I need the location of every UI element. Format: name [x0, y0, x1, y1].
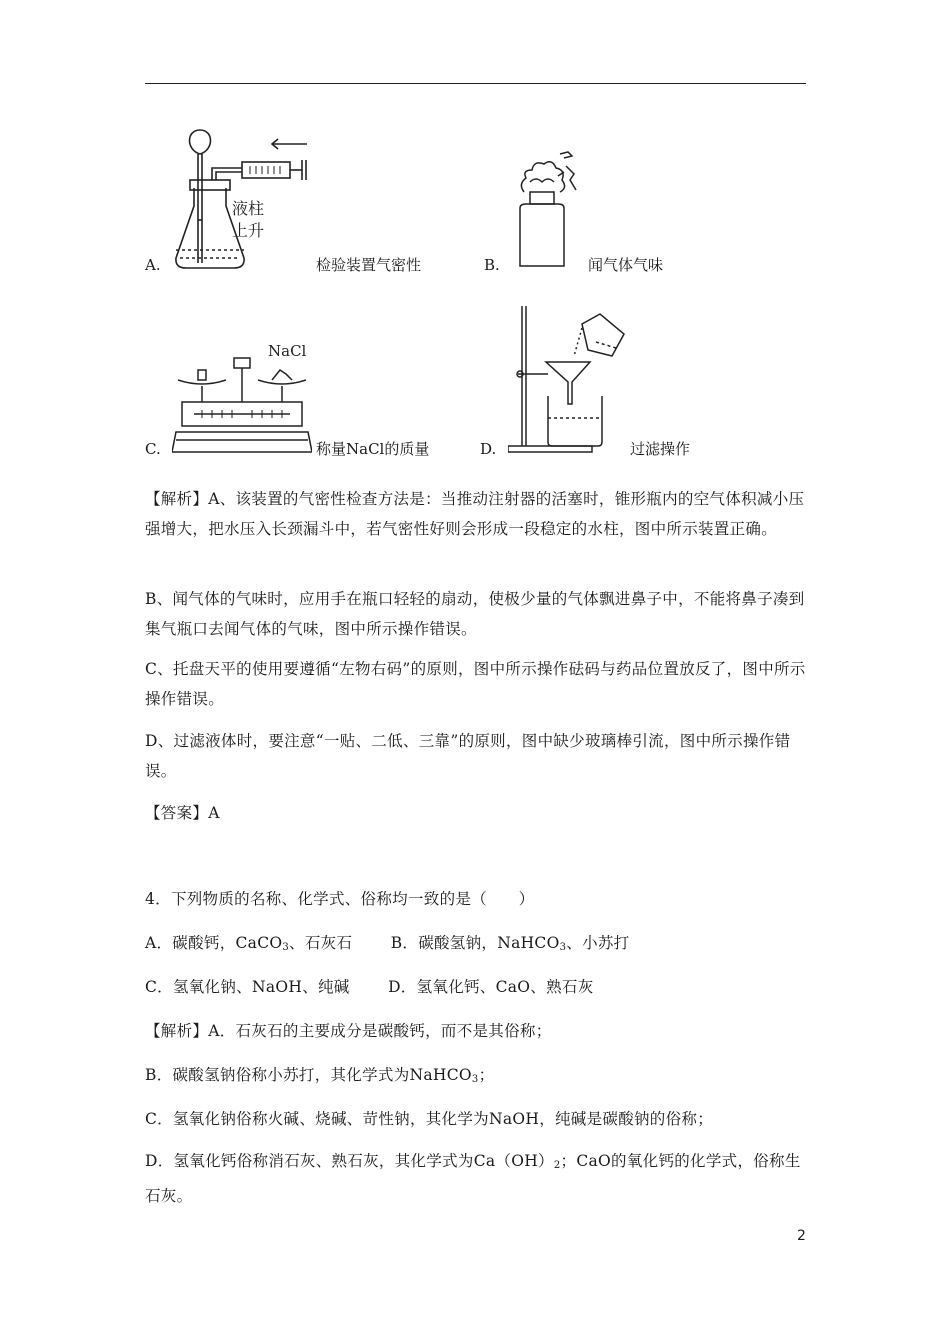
- option-c-caption: 称量NaCl的质量: [316, 440, 430, 458]
- q4-option-a: A．碳酸钙，CaCO: [145, 934, 283, 952]
- option-b-letter: B.: [484, 256, 500, 274]
- q4-option-d: D．氢氧化钙、CaO、熟石灰: [388, 978, 594, 996]
- q4-question: 4．下列物质的名称、化学式、俗称均一致的是（ ）: [145, 890, 535, 908]
- q4-option-a-tail: 、石灰石: [289, 934, 353, 952]
- q4-option-c: C．氢氧化钠、NaOH、纯碱: [145, 978, 350, 996]
- smell-gas-figure: [512, 148, 587, 273]
- airtightness-apparatus-figure: [172, 128, 317, 273]
- liquid-column-label-1: 液柱: [232, 199, 265, 218]
- nacl-label: NaCl: [268, 342, 307, 360]
- q3-analysis-b: B、闻气体的气味时，应用手在瓶口轻轻的扇动，使极少量的气体飘进鼻子中，不能将鼻子凑到集气瓶口去闻气体的气味，图中所示操作错误。: [145, 590, 805, 638]
- q3-analysis-d: D、过滤液体时，要注意“一贴、二低、三靠”的原则，图中缺少玻璃棒引流，图中所示操作错误。: [145, 732, 791, 780]
- q4-analysis-c: C．氢氧化钠俗称火碱、烧碱、苛性钠，其化学为NaOH，纯碱是碳酸钠的俗称；: [145, 1110, 713, 1128]
- q4-analysis-b: B．碳酸氢钠俗称小苏打，其化学式为NaHCO: [145, 1066, 472, 1084]
- q3-answer: 【答案】A: [145, 804, 220, 822]
- q4-option-a-sub: 3: [282, 942, 290, 953]
- q4-analysis-b-sub: 3: [471, 1074, 479, 1085]
- q4-analysis-d-sub: 2: [553, 1160, 561, 1171]
- balance-figure: [172, 340, 312, 458]
- q4-options-cd: [145, 972, 810, 1002]
- q4-analysis-a: 【解析】A．石灰石的主要成分是碳酸钙，而不是其俗称；: [145, 1022, 552, 1040]
- q4-analysis-d: D．氢氧化钙俗称消石灰、熟石灰，其化学式为Ca（OH）: [145, 1152, 554, 1170]
- option-a-letter: A.: [145, 256, 161, 274]
- liquid-column-label-2: 上升: [232, 221, 265, 240]
- q4-analysis-b-line: [145, 1060, 810, 1095]
- page-number: 2: [797, 1228, 806, 1244]
- q3-analysis-c: C、托盘天平的使用要遵循“左物右码”的原则，图中所示操作砝码与药品位置放反了，图中所示操作错误。: [145, 660, 806, 708]
- option-a-caption: 检验装置气密性: [316, 256, 422, 274]
- q4-analysis-d-tail: ；CaO的氧化钙的化学式，俗称生石灰。: [145, 1152, 801, 1205]
- option-d-letter: D.: [480, 440, 497, 458]
- filtration-figure: [508, 300, 628, 456]
- option-b-caption: 闻气体气味: [588, 256, 664, 274]
- header-rule: [145, 83, 806, 84]
- q4-analysis-d-line: [145, 1146, 810, 1211]
- option-d-caption: 过滤操作: [630, 440, 691, 458]
- q4-analysis-b-tail: ；: [478, 1066, 495, 1084]
- q4-option-b-sub: 3: [559, 942, 567, 953]
- q4-option-b-tail: 、小苏打: [566, 934, 630, 952]
- q4-option-b: B．碳酸氢钠，NaHCO: [390, 934, 560, 952]
- option-c-letter: C.: [145, 440, 161, 458]
- q4-options-ab: [145, 928, 810, 963]
- q3-analysis-a: 【解析】A、该装置的气密性检查方法是：当推动注射器的活塞时，锥形瓶内的空气体积减小压强增大，把水压入长颈漏斗中，若气密性好则会形成一段稳定的水柱，图中所示装置正确。: [145, 490, 805, 538]
